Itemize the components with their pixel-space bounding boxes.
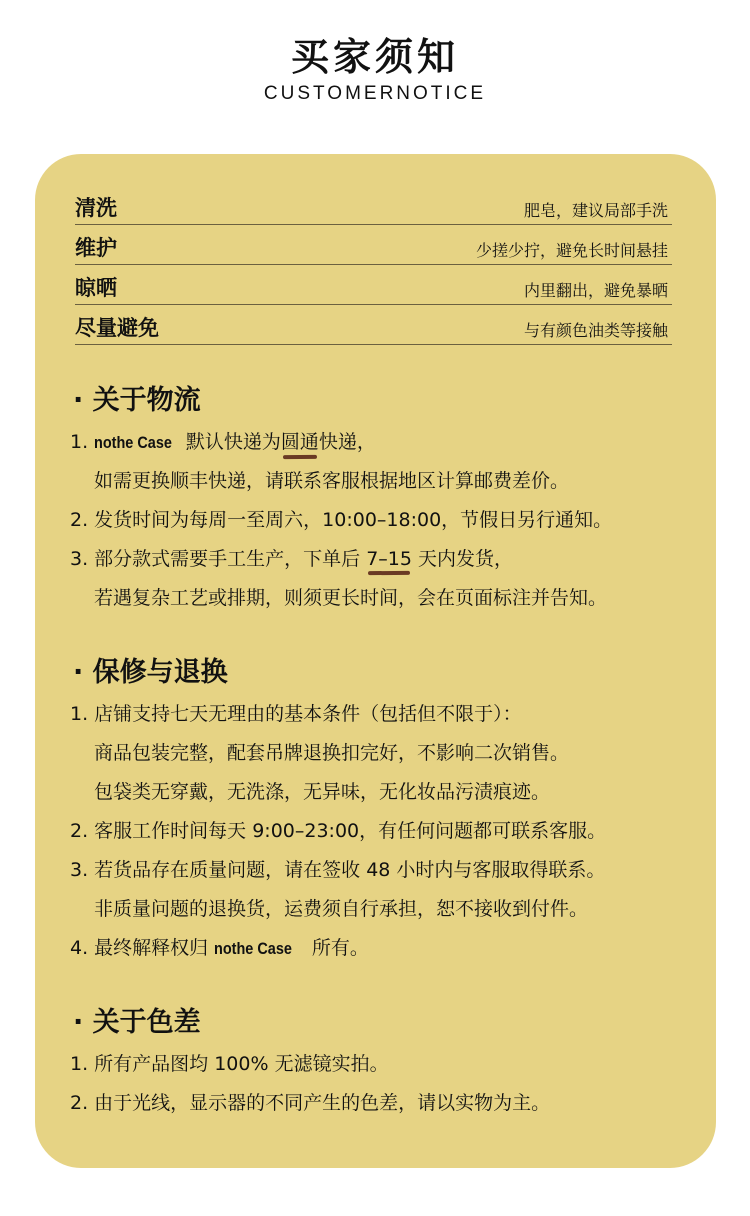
section-title-logistics: · 关于物流 [73, 385, 201, 416]
logistics-text: 天内发货， [411, 548, 514, 570]
care-key: 维护 [75, 236, 117, 260]
warranty-line-1c: 包袋类无穿戴，无洗涤，无异味，无化妆品污渍痕迹。 [94, 781, 551, 803]
care-value: 肥皂，建议局部手洗 [523, 201, 668, 220]
warranty-text: 4. 最终解释权归 [70, 937, 215, 959]
color-line-1: 1. 所有产品图均 100% 无滤镜实拍。 [70, 1053, 389, 1075]
logistics-text: 3. 部分款式需要手工生产，下单后 [70, 548, 367, 570]
warranty-line-1b: 商品包装完整，配套吊牌退换扣完好，不影响二次销售。 [94, 742, 570, 764]
logistics-text: 快递， [318, 431, 376, 453]
care-key: 晾晒 [75, 276, 117, 300]
brand-name: nothe Case [214, 939, 293, 958]
care-key: 尽量避免 [75, 316, 159, 340]
care-row-dry [75, 272, 672, 305]
section-title-warranty: · 保修与退换 [73, 657, 228, 688]
page-title: 买家须知 [290, 35, 459, 79]
care-value: 内里翻出，避免暴晒 [523, 281, 668, 300]
highlight-days: 7–15 [366, 548, 412, 570]
color-line-2: 2. 由于光线，显示器的不同产生的色差，请以实物为主。 [70, 1092, 551, 1114]
warranty-line-3: 3. 若货品存在质量问题，请在签收 48 小时内与客服取得联系。 [70, 859, 606, 881]
highlight-courier: 圆通 [281, 427, 319, 454]
care-value: 与有颜色油类等接触 [523, 321, 668, 340]
warranty-text: 所有。 [305, 937, 369, 959]
warranty-line-4 [70, 933, 369, 960]
logistics-text: 默认快递为 [185, 431, 281, 453]
logistics-line-3b: 若遇复杂工艺或排期，则须更长时间，会在页面标注并告知。 [94, 587, 608, 609]
logistics-line-1 [70, 427, 376, 454]
list-number: 1. [70, 431, 89, 453]
warranty-line-2: 2. 客服工作时间每天 9:00–23:00，有任何问题都可联系客服。 [70, 820, 607, 842]
care-row-maintain [75, 232, 672, 265]
logistics-line-2: 2. 发货时间为每周一至周六，10:00–18:00，节假日另行通知。 [70, 509, 613, 531]
care-row-wash [75, 192, 672, 225]
logistics-line-3 [70, 544, 513, 571]
notice-card [35, 154, 716, 1168]
logistics-line-1b: 如需更换顺丰快递，请联系客服根据地区计算邮费差价。 [94, 470, 570, 492]
warranty-line-1: 1. 店铺支持七天无理由的基本条件（包括但不限于）： [70, 703, 522, 725]
page-subtitle: CUSTOMERNOTICE [263, 83, 487, 104]
section-title-color: · 关于色差 [73, 1007, 201, 1038]
care-value: 少搓少拧，避免长时间悬挂 [475, 241, 668, 260]
care-row-avoid [75, 312, 672, 345]
brand-name: nothe Case [94, 433, 173, 452]
warranty-line-3b: 非质量问题的退换货，运费须自行承担，恕不接收到付件。 [94, 898, 589, 920]
care-key: 清洗 [75, 196, 117, 220]
